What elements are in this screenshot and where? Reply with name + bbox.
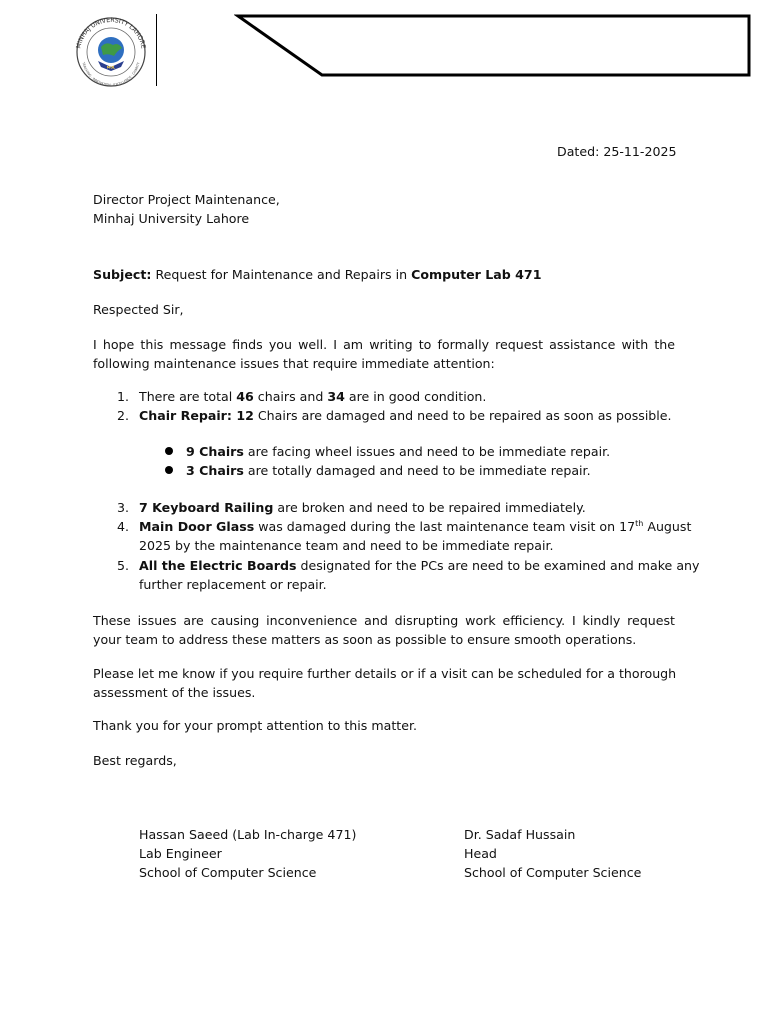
salutation: Respected Sir, — [93, 302, 184, 317]
item-3-number: 3. — [117, 500, 130, 515]
sub-item-1: 9 Chairs are facing wheel issues and need to be immediate repair. — [186, 444, 611, 459]
item-2: Chair Repair: 12 Chairs are damaged and need to be repaired as soon as possible. — [139, 408, 672, 423]
subject-label: Subject: — [93, 267, 152, 282]
header-banner — [234, 14, 752, 78]
item-1-number: 1. — [117, 389, 130, 404]
signature-right-name: Dr. Sadaf Hussain — [464, 827, 576, 842]
letter-date: Dated: 25-11-2025 — [557, 144, 677, 159]
logo-bottom-text: TEACHING · INNOVATION · EXCELLENCE · CHARITY — [81, 61, 141, 87]
logo-arc-text: MINHAJ UNIVERSITY LAHORE — [75, 16, 147, 50]
intro-paragraph: I hope this message finds you well. I am writing to formally request assistance with the following maintenance issues that require immediate attention: — [93, 337, 675, 371]
item-5-line-2: further replacement or repair. — [139, 577, 327, 592]
sub-item-2: 3 Chairs are totally damaged and need to be immediate repair. — [186, 463, 591, 478]
signature-left-school: School of Computer Science — [139, 865, 317, 880]
subject-line — [93, 265, 541, 284]
paragraph-issues: These issues are causing inconvenience and disrupting work efficiency. I kindly request your team to address these matters as soon as possible to ensure smooth operations. — [93, 613, 675, 647]
paragraph-thanks: Thank you for your prompt attention to this matter. — [93, 718, 417, 733]
closing: Best regards, — [93, 753, 177, 768]
item-2-number: 2. — [117, 408, 130, 423]
item-4-number: 4. — [117, 519, 130, 534]
item-4-line-1: Main Door Glass was damaged during the last maintenance team visit on 17th August — [139, 518, 692, 534]
item-3: 7 Keyboard Railing are broken and need to be repaired immediately. — [139, 500, 586, 515]
recipient-line-2: Minhaj University Lahore — [93, 211, 250, 226]
bullet-icon — [165, 447, 173, 455]
svg-text:MUL: MUL — [106, 65, 116, 70]
item-5-number: 5. — [117, 558, 130, 573]
header-divider — [156, 14, 157, 86]
signature-left-title: Lab Engineer — [139, 846, 222, 861]
university-logo — [68, 15, 154, 87]
subject-text: Request for Maintenance and Repairs in — [151, 267, 412, 282]
paragraph-details: Please let me know if you require further details or if a visit can be scheduled for a thorough assessment of the issues. — [93, 666, 677, 700]
signature-right-school: School of Computer Science — [464, 865, 642, 880]
bullet-icon — [165, 466, 173, 474]
recipient-line-1: Director Project Maintenance, — [93, 192, 280, 207]
item-5-line-1: All the Electric Boards designated for the PCs are need to be examined and make any — [139, 558, 700, 573]
signature-right-title: Head — [464, 846, 497, 861]
signature-left-name: Hassan Saeed (Lab In-charge 471) — [139, 827, 357, 842]
item-4-line-2: 2025 by the maintenance team and need to be immediate repair. — [139, 538, 554, 553]
item-1: There are total 46 chairs and 34 are in good condition. — [139, 389, 487, 404]
subject-lab: Computer Lab 471 — [411, 267, 542, 282]
